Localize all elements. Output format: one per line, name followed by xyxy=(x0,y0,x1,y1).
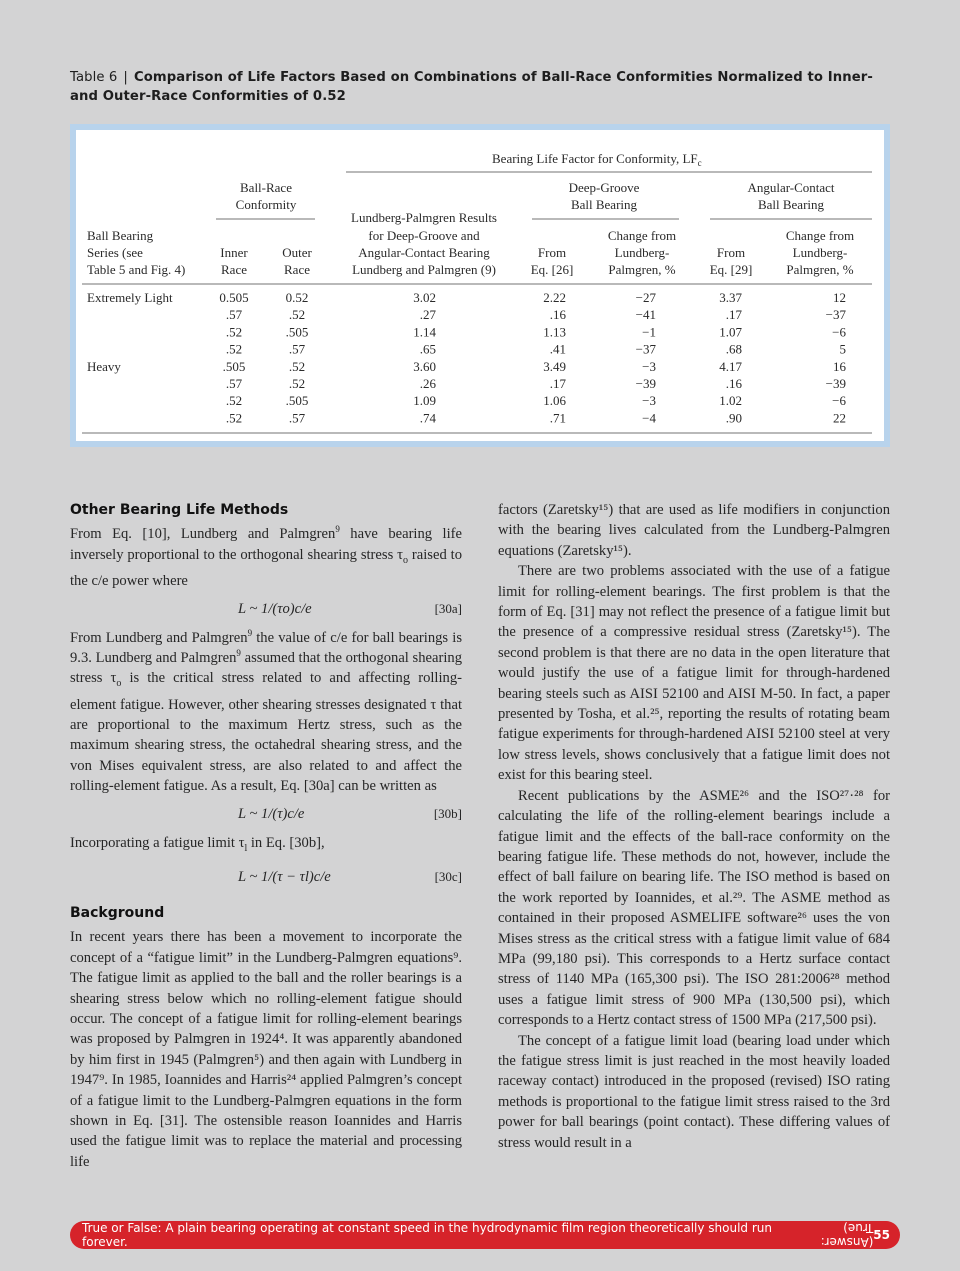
section-heading-background: Background xyxy=(70,905,165,921)
table-number: Table 6 xyxy=(70,70,118,85)
table-cell: −3 xyxy=(642,358,656,374)
table-cell: .16 xyxy=(549,307,566,323)
footer-question: True or False: A plain bearing operating at constant speed in the hydrodynamic film region theoretically should run forever. xyxy=(82,1221,772,1249)
table-cell: 5 xyxy=(839,341,846,357)
table-cell: −37 xyxy=(825,307,846,323)
table-caption xyxy=(70,68,890,106)
table-cell: 3.37 xyxy=(719,290,742,305)
paragraph: From Lundberg and Palmgren$^9$ the value of c/e for ball bearings is 9.3. Lundberg and Palmgren$^9$ assumed that the orthogonal shearing stress $\tau_o$ is the critical stress related to and affecting rolling-element fatigue. However, other shearing stresses designated τ that are proportional to the maximum Hertz stress, such as the maximum shearing stress, the octahedral shearing stress, and the von Mises equivalent stress, are also related to and affect the rolling-element fatigue. As a result, Eq. [30a] can be written as xyxy=(70,627,463,795)
table-cell: 3.60 xyxy=(413,358,436,374)
group-header: Bearing Life Factor for Conformity, $LF_c$ xyxy=(492,151,702,168)
deep-groove-header-1: Deep-Groove xyxy=(568,180,640,195)
table-cell: .27 xyxy=(419,307,436,323)
table-cell: .90 xyxy=(725,410,742,426)
table-cell: .57 xyxy=(225,376,243,391)
series-header-2: Series (see xyxy=(87,245,143,260)
table-cell: 1.09 xyxy=(413,393,436,409)
inner-header-2: Race xyxy=(221,262,247,277)
table-svg xyxy=(76,130,884,441)
life-factor-table xyxy=(70,124,890,447)
table-cell: 3.49 xyxy=(543,358,566,374)
paragraph: Incorporating a fatigue limit $\tau_l$ in Eq. [30b], xyxy=(70,834,325,854)
equation-30b: L ~ 1/(τ)c/e [30b] xyxy=(238,806,462,823)
table-cell: .52 xyxy=(288,376,306,391)
table-cell: .74 xyxy=(419,410,436,426)
table-cell: .52 xyxy=(288,358,306,374)
table-cell: −6 xyxy=(832,393,846,409)
angular-header-2: Ball Bearing xyxy=(757,197,825,212)
table-cell: .68 xyxy=(725,341,742,357)
table-cell: .26 xyxy=(419,376,436,391)
table-cell: .52 xyxy=(225,324,243,340)
table-cell: .52 xyxy=(225,341,243,357)
table-cell: −6 xyxy=(832,324,846,340)
outer-header-1: Outer xyxy=(282,245,312,260)
equation-30a: L ~ 1/(τo)c/e [30a] xyxy=(238,601,462,618)
from29-header-1: From xyxy=(716,245,746,260)
table-cell: 3.02 xyxy=(413,290,436,305)
table-cell: Heavy xyxy=(87,358,121,374)
from26-header-1: From xyxy=(537,245,567,260)
change1-header-2: Lundberg- xyxy=(614,245,670,260)
table-cell: .17 xyxy=(549,376,566,391)
section-heading-other-methods: Other Bearing Life Methods xyxy=(70,502,289,518)
from26-header-2: Eq. [26] xyxy=(530,262,574,277)
table-title: Comparison of Life Factors Based on Combinations of Ball-Race Conformities Normalized to Inner- and Outer-Race Conformities of 0.52 xyxy=(70,70,873,104)
paragraph: factors (Zaretsky¹⁵) that are used as life modifiers in conjunction with the bearing lives calculated from the Lundberg-Palmgren equations (Zaretsky¹⁵). xyxy=(498,502,890,559)
lp-header-4: Lundberg and Palmgren (9) xyxy=(352,262,496,277)
table-cell: 1.07 xyxy=(719,324,742,340)
table-cell: .505 xyxy=(285,324,309,340)
paragraph: From Eq. [10], Lundberg and Palmgren$^9$ have bearing life inversely proportional to the orthogonal shearing stress $\tau_o$ raised to the c/e power where xyxy=(70,524,462,590)
table-cell: 22 xyxy=(833,410,846,426)
table-cell: 2.22 xyxy=(543,290,566,305)
table-cell: −1 xyxy=(642,324,656,340)
angular-header-1: Angular-Contact xyxy=(747,180,835,195)
table-cell: 1.14 xyxy=(413,324,436,340)
table-cell: .71 xyxy=(549,410,566,426)
table-cell: 0.52 xyxy=(285,290,309,305)
lp-header-3: Angular-Contact Bearing xyxy=(358,245,490,260)
table-body xyxy=(87,290,847,425)
table-cell: −27 xyxy=(635,290,656,305)
deep-groove-header-2: Ball Bearing xyxy=(570,197,638,212)
paragraph: The concept of a fatigue limit load (bearing load under which the fatigue stress limit is just reached in the most heavily loaded raceway contact) introduced in the proposed (revised) ISO rating methods is proportional to the fatigue limit stress raised to the 3rd power for ball bearings (point contact). These differing values of stress would result in a xyxy=(498,1032,890,1151)
table-cell: 1.06 xyxy=(543,393,566,409)
table-cell: .52 xyxy=(288,307,306,323)
table-cell: −4 xyxy=(642,410,656,426)
series-header-3: Table 5 and Fig. 4) xyxy=(87,262,186,277)
table-cell: .57 xyxy=(288,410,306,426)
table-cell: .17 xyxy=(725,307,742,323)
table-cell: −3 xyxy=(642,393,656,409)
series-header-1: Ball Bearing xyxy=(87,228,154,243)
right-column xyxy=(498,500,890,1153)
table-cell: .52 xyxy=(225,393,243,409)
change2-header-3: Palmgren, % xyxy=(786,262,854,277)
equation-30c: L ~ 1/(τ − τl)c/e [30c] xyxy=(238,868,462,885)
table-cell: .52 xyxy=(225,410,243,426)
table-cell: .65 xyxy=(419,341,436,357)
conformity-header-1: Ball-Race xyxy=(240,180,292,195)
table-cell: −41 xyxy=(635,307,656,323)
lp-header-1: Lundberg-Palmgren Results xyxy=(351,210,497,225)
inner-header-1: Inner xyxy=(220,245,248,260)
table-cell: −39 xyxy=(635,376,656,391)
caption-separator: | xyxy=(123,70,128,85)
page-number: 55 xyxy=(873,1228,890,1242)
conformity-header-2: Conformity xyxy=(235,197,297,212)
paragraph: Recent publications by the ASME²⁶ and the ISO²⁷·²⁸ for calculating the life of the rolling-element bearings include a fatigue limit and the effects of the ball-race conformity on the bearing fatigue life. These methods do not, however, include the effect of ball failure on bearing life. The ISO method is based on the work reported by Ioannides, et al.²⁹. The ASME method as contained in their proposed ASMELIFE software²⁶ uses the von Mises stress as the critical stress with a fatigue limit value of 684 MPa (99,180 psi). This corresponds to a Hertz surface contact stress of 1140 MPa (165,300 psi). The ISO 281:2006²⁸ method uses a fatigue limit stress of 900 MPa (130,500 psi), which corresponds to a Hertz contact stress of 1500 MPa (217,500 psi). xyxy=(498,787,890,1029)
table-cell: .505 xyxy=(285,393,309,409)
table-cell: .57 xyxy=(288,341,306,357)
table-cell: .16 xyxy=(725,376,742,391)
table-cell: .41 xyxy=(549,341,566,357)
change2-header-2: Lundberg- xyxy=(792,245,848,260)
from29-header-2: Eq. [29] xyxy=(709,262,753,277)
paragraph: There are two problems associated with the use of a fatigue limit for rolling-element bearings. The first problem is that the form of Eq. [31] may not reflect the presence of a fatigue limit but the presence of a compressive residual stress (Zaretsky¹⁵). The second problem is that there are no data in the open literature that would justify the use of a fatigue limit for through-hardened bearing steels such as AISI 52100 and AISI M-50. In fact, a paper presented by Tosha, et al.²⁵, reporting the results of rotating beam fatigue experiments for through-hardened AISI 52100 steel at very low stress levels, shows conclusively that a fatigue limit does not exist for this bearing steel. xyxy=(498,563,890,784)
change1-header-1: Change from xyxy=(607,228,677,243)
lp-header-2: for Deep-Groove and xyxy=(368,228,480,243)
table-cell: 1.02 xyxy=(719,393,742,409)
change2-header-1: Change from xyxy=(785,228,855,243)
table-cell: 0.505 xyxy=(219,290,249,305)
table-cell: Extremely Light xyxy=(87,290,173,305)
footer-bar xyxy=(70,1221,900,1249)
table-cell: 12 xyxy=(833,290,846,305)
outer-header-2: Race xyxy=(284,262,310,277)
table-cell: 4.17 xyxy=(719,358,742,374)
left-column xyxy=(70,500,462,1172)
paragraph: In recent years there has been a movement to incorporate the concept of a “fatigue limit” in the Lundberg-Palmgren equations⁹. The fatigue limit as applied to the ball and the roller bearings is a shearing stress below which no rolling-element fatigue should occur. The concept of a fatigue limit for rolling-element bearings was proposed by Palmgren in 1924⁴. It was apparently abandoned by him first in 1945 (Palmgren⁵) and then again with Lundberg in 1947⁹. In 1985, Ioannides and Harris²⁴ applied Palmgren’s concept of a fatigue limit to the Lundberg-Palmgren equations in the form shown in Eq. [31]. The ostensible reason Ioannides and Harris used the fatigue limit was to replace the material and processing life xyxy=(70,929,462,1170)
table-cell: −39 xyxy=(825,376,846,391)
footer-answer: (Answer: True) xyxy=(820,1221,874,1249)
table-cell: 1.13 xyxy=(543,324,566,340)
table-cell: .505 xyxy=(222,358,246,374)
table-cell: −37 xyxy=(635,341,656,357)
table-cell: 16 xyxy=(833,358,846,374)
table-cell: .57 xyxy=(225,307,243,323)
change1-header-3: Palmgren, % xyxy=(608,262,676,277)
